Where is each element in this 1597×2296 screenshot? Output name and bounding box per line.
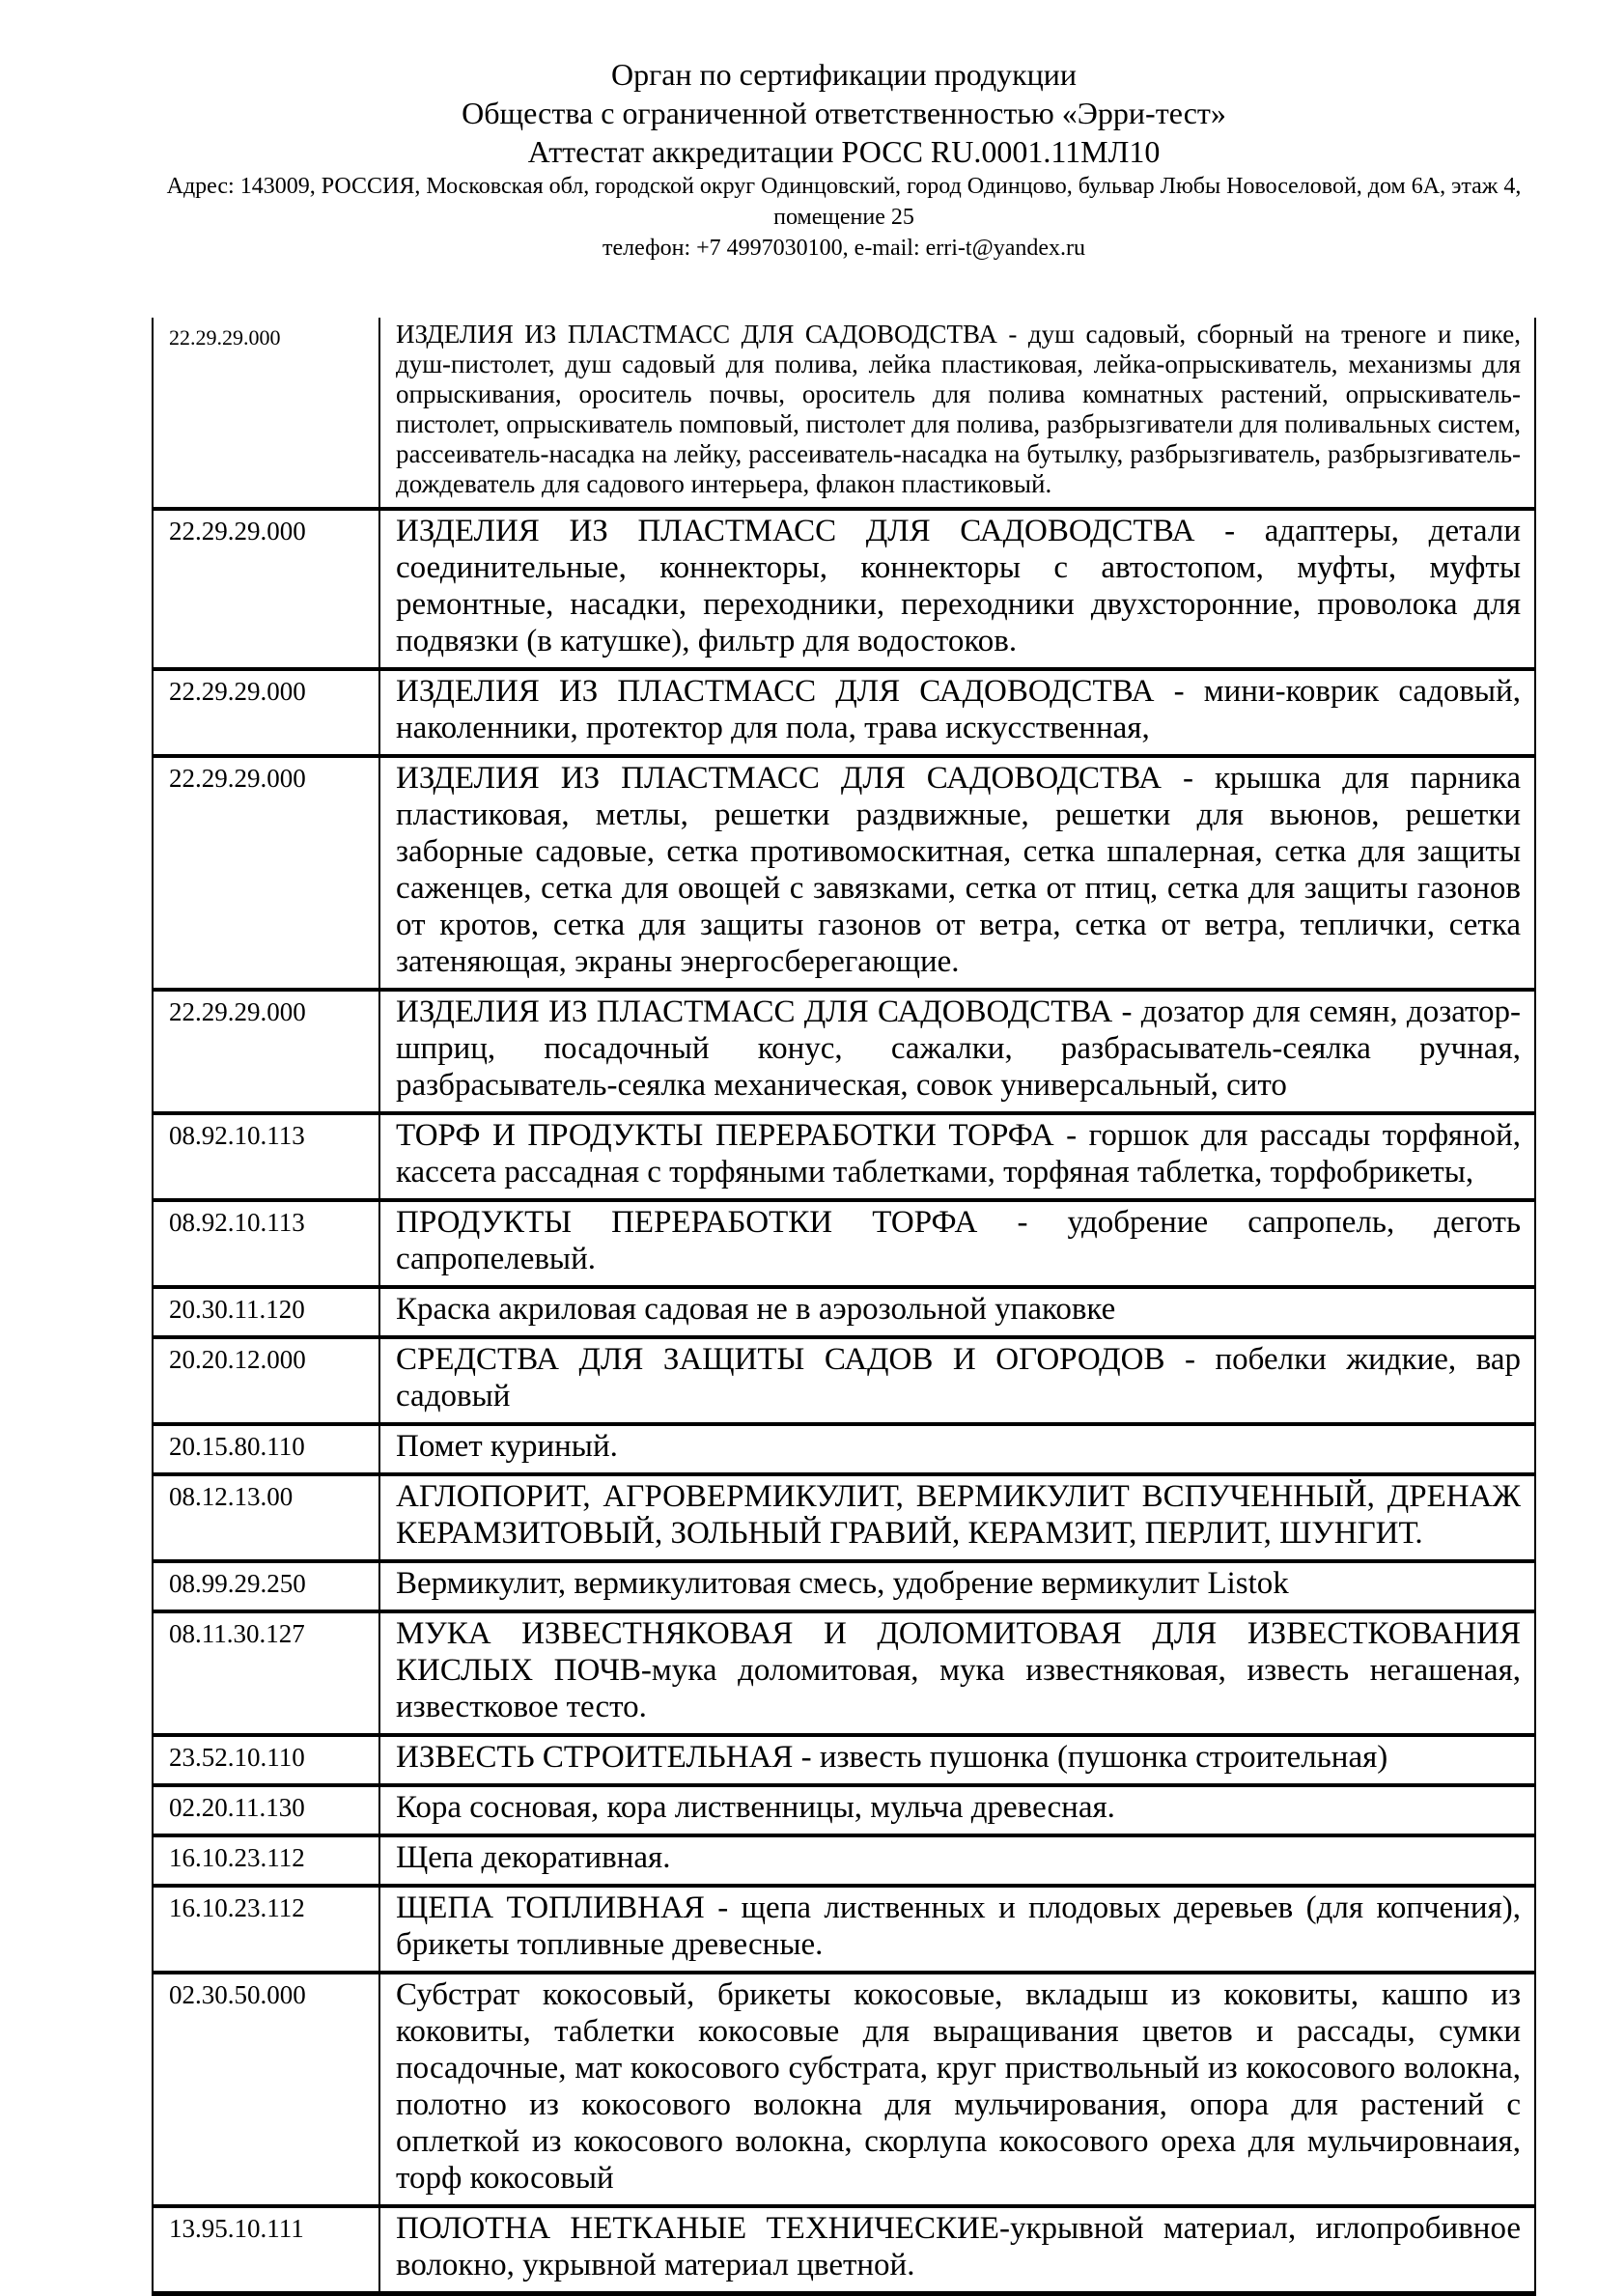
table-row [153,1287,1535,1337]
product-code-cell: 08.92.10.113 [153,1200,379,1287]
product-description-cell: ПОЛОТНА НЕТКАНЫЕ ТЕХНИЧЕСКИЕ-укрывной материал, иглопробивное волокно, укрывной материал цветной. [379,2206,1535,2294]
product-code-cell: 20.20.12.000 [153,1337,379,1424]
product-table [152,318,1536,2296]
product-description-cell: ИЗДЕЛИЯ ИЗ ПЛАСТМАСС ДЛЯ САДОВОДСТВА - мини-коврик садовый, наколенники, протектор для пола, трава искусственная, [379,669,1535,756]
product-description-cell: АГЛОПОРИТ, АГРОВЕРМИКУЛИТ, ВЕРМИКУЛИТ ВСПУЧЕННЫЙ, ДРЕНАЖ КЕРАМЗИТОВЫЙ, ЗОЛЬНЫЙ ГРАВИЙ, КЕРАМЗИТ, ПЕРЛИТ, ШУНГИТ. [379,1474,1535,1561]
table-row [153,1561,1535,1611]
product-description-cell: Краска акриловая садовая не в аэрозольной упаковке [379,1287,1535,1337]
product-code-cell: 22.29.29.000 [153,990,379,1113]
product-description-cell: ИЗДЕЛИЯ ИЗ ПЛАСТМАСС ДЛЯ САДОВОДСТВА - дозатор для семян, дозатор-шприц, посадочный конус, сажалки, разбрасыватель-сеялка ручная, разбрасыватель-сеялка механическая, совок универсальный, сито [379,990,1535,1113]
product-code-cell: 16.10.23.112 [153,1886,379,1973]
product-description-cell: ЩЕПА ТОПЛИВНАЯ - щепа лиственных и плодовых деревьев (для копчения), брикеты топливные древесные. [379,1886,1535,1973]
product-code-cell: 08.99.29.250 [153,1561,379,1611]
table-row [153,1886,1535,1973]
table-row [153,2206,1535,2294]
table-row [153,1424,1535,1474]
product-description-cell: Щепа декоративная. [379,1835,1535,1886]
product-code-cell: 02.20.11.130 [153,1785,379,1835]
product-description-cell: ИЗДЕЛИЯ ИЗ ПЛАСТМАСС ДЛЯ САДОВОДСТВА - душ садовый, сборный на треноге и пике, душ-пистолет, душ садовый для полива, лейка пластиковая, лейка-опрыскиватель, механизмы для опрыскивания, ороситель почвы, ороситель для полива комнатных растений, опрыскиватель-пистолет, опрыскиватель помповый, пистолет для полива, разбрызгиватели для поливальных систем, рассеиватель-насадка на лейку, рассеиватель-насадка на бутылку, разбрызгиватель, разбрызгиватель-дождеватель для садового интерьера, флакон пластиковый. [396,320,1521,498]
product-description-cell: ИЗДЕЛИЯ ИЗ ПЛАСТМАСС ДЛЯ САДОВОДСТВА - адаптеры, детали соединительные, коннекторы, коннекторы с автостопом, муфты, муфты ремонтные, насадки, переходники, переходники двухсторонние, проволока для подвязки (в катушке), фильтр для водостоков. [379,509,1535,669]
product-description-cell: СРЕДСТВА ДЛЯ ЗАЩИТЫ САДОВ И ОГОРОДОВ - побелки жидкие, вар садовый [379,1337,1535,1424]
product-description-cell: Субстрат кокосовый, брикеты кокосовые, вкладыш из коковиты, кашпо из коковиты, таблетки кокосовые для выращивания цветов и рассады, сумки посадочные, мат кокосового субстрата, круг приствольный из кокосового волокна, полотно из кокосового волокна для мульчирования, опора для растений с оплеткой из кокосового волокна, скорлупа кокосового ореха для мульчировнаия, торф кокосовый [379,1973,1535,2206]
product-description-cell: Помет куриный. [379,1424,1535,1474]
product-code-cell: 08.11.30.127 [153,1611,379,1735]
table-row [153,1200,1535,1287]
document-header [152,55,1536,264]
product-code-cell: 23.52.10.110 [153,1735,379,1785]
table-row [153,1611,1535,1735]
organization-name-line: Общества с ограниченной ответственностью «Эрри-тест» [462,96,1226,130]
product-code-cell: 13.95.10.111 [153,2206,379,2294]
table-row [153,1973,1535,2206]
table-row [153,990,1535,1113]
address-line: Адрес: 143009, РОССИЯ, Московская обл, городской округ Одинцовский, город Одинцово, бульвар Любы Новоселовой, дом 6А, этаж 4, помещение 25 [166,174,1522,230]
table-row [153,1835,1535,1886]
product-description-cell: ТОРФ И ПРОДУКТЫ ПЕРЕРАБОТКИ ТОРФА - горшок для рассады торфяной, кассета рассадная с торфяными таблетками, торфяная таблетка, торфобрикеты, [379,1113,1535,1200]
product-code-cell: 16.10.23.112 [153,1835,379,1886]
table-row [153,1735,1535,1785]
product-code-cell: 22.29.29.000 [153,318,379,509]
product-code-cell: 08.92.10.113 [153,1113,379,1200]
certification-body-line: Орган по сертификации продукции [610,57,1078,92]
accreditation-line: Аттестат аккредитации РОСС RU.0001.11МЛ10 [527,134,1161,169]
product-description-cell: ИЗВЕСТЬ СТРОИТЕЛЬНАЯ - известь пушонка (пушонка строительная) [379,1735,1535,1785]
table-row [153,669,1535,756]
product-description-cell: ИЗДЕЛИЯ ИЗ ПЛАСТМАСС ДЛЯ САДОВОДСТВА - крышка для парника пластиковая, метлы, решетки раздвижные, решетки для вьюнов, решетки заборные садовые, сетка противомоскитная, сетка шпалерная, сетка для защиты саженцев, сетка для овощей с завязками, сетка от птиц, сетка для защиты газонов от кротов, сетка для защиты газонов от ветра, сетка от ветра, теплички, сетка затеняющая, экраны энергосберегающие. [379,756,1535,990]
contact-line: телефон: +7 4997030100, e-mail: erri-t@yandex.ru [602,236,1085,261]
product-code-cell: 02.30.50.000 [153,1973,379,2206]
product-code-cell: 22.29.29.000 [153,669,379,756]
table-row [153,1785,1535,1835]
table-row [153,756,1535,990]
product-description-cell: Вермикулит, вермикулитовая смесь, удобрение вермикулит Listok [379,1561,1535,1611]
product-code-cell: 22.29.29.000 [153,756,379,990]
product-code-cell: 20.30.11.120 [153,1287,379,1337]
product-description-cell: МУКА ИЗВЕСТНЯКОВАЯ И ДОЛОМИТОВАЯ ДЛЯ ИЗВЕСТКОВАНИЯ КИСЛЫХ ПОЧВ-мука доломитовая, мука известняковая, известь негашеная, известковое тесто. [379,1611,1535,1735]
product-table-body [153,318,1535,2294]
table-row [153,318,1535,509]
product-code-cell: 22.29.29.000 [153,509,379,669]
table-row [153,1474,1535,1561]
product-code-cell: 08.12.13.00 [153,1474,379,1561]
product-description-cell: ПРОДУКТЫ ПЕРЕРАБОТКИ ТОРФА - удобрение сапропель, деготь сапропелевый. [379,1200,1535,1287]
table-row [153,1337,1535,1424]
table-row [153,1113,1535,1200]
table-row [153,509,1535,669]
product-description-cell: Кора сосновая, кора лиственницы, мульча древесная. [379,1785,1535,1835]
product-code-cell: 20.15.80.110 [153,1424,379,1474]
